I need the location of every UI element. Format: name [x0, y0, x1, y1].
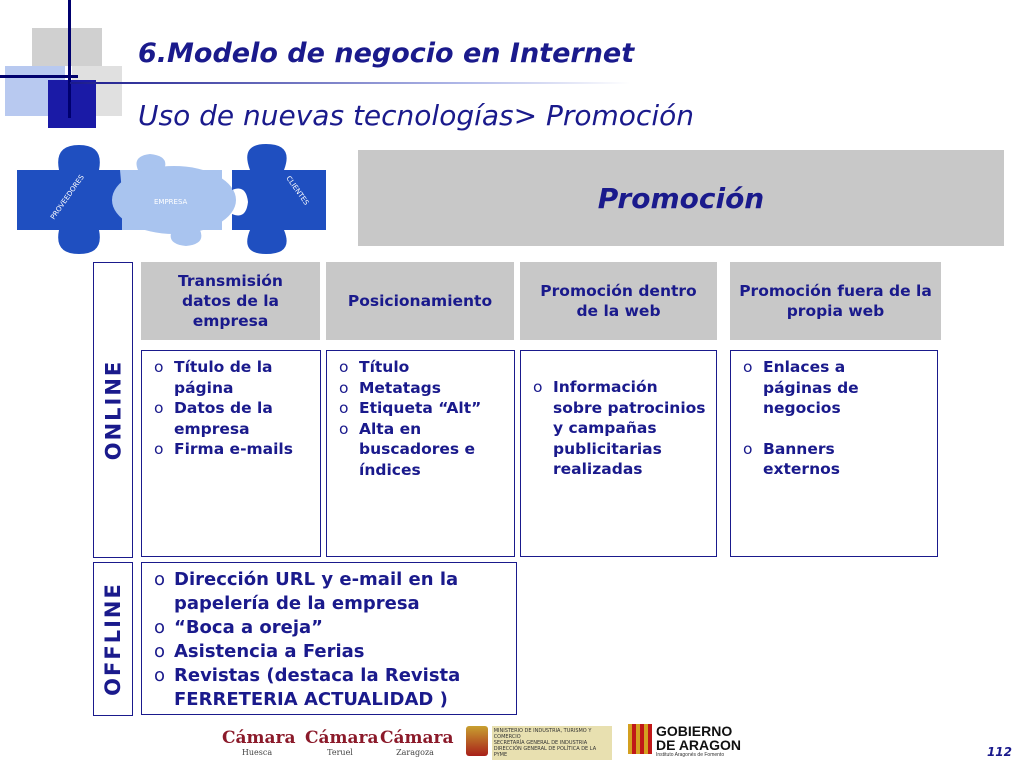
list-item: o Metatags: [337, 378, 506, 399]
list-item: o Título de la página: [152, 357, 312, 398]
puzzle-piece-clientes: [232, 144, 326, 254]
list-item: o Datos de la empresa: [152, 398, 312, 439]
online-list-promocion-dentro: [531, 377, 708, 480]
list-item: o Firma e-mails: [152, 439, 312, 460]
column-header-promocion-fuera: [730, 262, 941, 340]
puzzle-label-proveedores: PROVEEDORES: [49, 173, 86, 222]
corner-decoration-blue: [48, 80, 96, 128]
logo-camara-zaragoza: Cámara Zaragoza: [380, 728, 454, 757]
list-item: o “Boca a oreja”: [152, 616, 508, 640]
column-header-posicionamiento: [326, 262, 514, 340]
online-list-promocion-fuera: [741, 357, 881, 480]
puzzle-label-empresa: EMPRESA: [154, 198, 188, 206]
coat-of-arms-icon: [466, 726, 488, 756]
column-header-transmision: [141, 262, 320, 340]
logo-gobierno-aragon: GOBIERNO DE ARAGON Instituto Aragonés de Fomento: [628, 724, 758, 764]
column-header-promocion-dentro: [520, 262, 717, 340]
online-cell-transmision: [141, 350, 321, 557]
corner-decoration-vline: [68, 0, 71, 118]
slide-title: 6.Modelo de negocio en Internet: [138, 38, 635, 69]
online-list-transmision: [152, 357, 312, 460]
list-item: o Banners externos: [741, 439, 881, 480]
list-item: o Información sobre patrocinios y campañas publicitarias realizadas: [531, 377, 708, 480]
page-number: 112: [986, 745, 1012, 759]
offline-row-label: [93, 562, 133, 716]
list-item: o Etiqueta “Alt”: [337, 398, 506, 419]
column-header-promocion-dentro-text: Promoción dentro de la web: [540, 282, 697, 320]
online-cell-posicionamiento: [326, 350, 515, 557]
online-list-posicionamiento: [337, 357, 506, 480]
logo-camara-teruel: Cámara Teruel: [305, 728, 379, 757]
title-divider: [70, 82, 630, 84]
online-label-text: ONLINE: [101, 359, 126, 461]
slide-subtitle: Uso de nuevas tecnologías> Promoción: [138, 99, 694, 132]
list-item: o Dirección URL y e-mail en la papelería de la empresa: [152, 568, 508, 616]
promotion-header: Promoción: [358, 150, 1004, 246]
logo-ministerio: MINISTERIO DE INDUSTRIA, TURISMO Y COMERCIO SECRETARÍA GENERAL DE INDUSTRIA DIRECCIÓN GENERAL DE POLÍTICA DE LA PYME: [466, 726, 612, 760]
corner-decoration-grey: [32, 28, 102, 66]
logo-camara-huesca: Cámara Huesca: [222, 728, 296, 757]
list-item: o Asistencia a Ferias: [152, 640, 508, 664]
list-item: o Enlaces a páginas de negocios: [741, 357, 881, 419]
corner-decoration-hline: [0, 75, 78, 78]
offline-list: [152, 568, 508, 712]
puzzle-graphic: [14, 140, 334, 256]
puzzle-label-clientes: CLIENTES: [284, 174, 311, 207]
online-row-label: [93, 262, 133, 558]
column-header-promocion-fuera-text: Promoción fuera de la propia web: [739, 282, 932, 320]
list-item: o Título: [337, 357, 506, 378]
offline-cell: [141, 562, 517, 715]
online-cell-promocion-dentro: [520, 350, 717, 557]
list-item: o Revistas (destaca la Revista FERRETERIA ACTUALIDAD ): [152, 664, 508, 712]
list-item: o Alta en buscadores e índices: [337, 419, 506, 481]
puzzle-piece-empresa: [112, 154, 236, 246]
column-header-transmision-text: Transmisión datos de la empresa: [178, 272, 283, 330]
aragon-shield-icon: [628, 724, 652, 754]
online-cell-promocion-fuera: [730, 350, 938, 557]
offline-label-text: OFFLINE: [101, 582, 126, 696]
column-header-posicionamiento-text: Posicionamiento: [347, 292, 493, 310]
